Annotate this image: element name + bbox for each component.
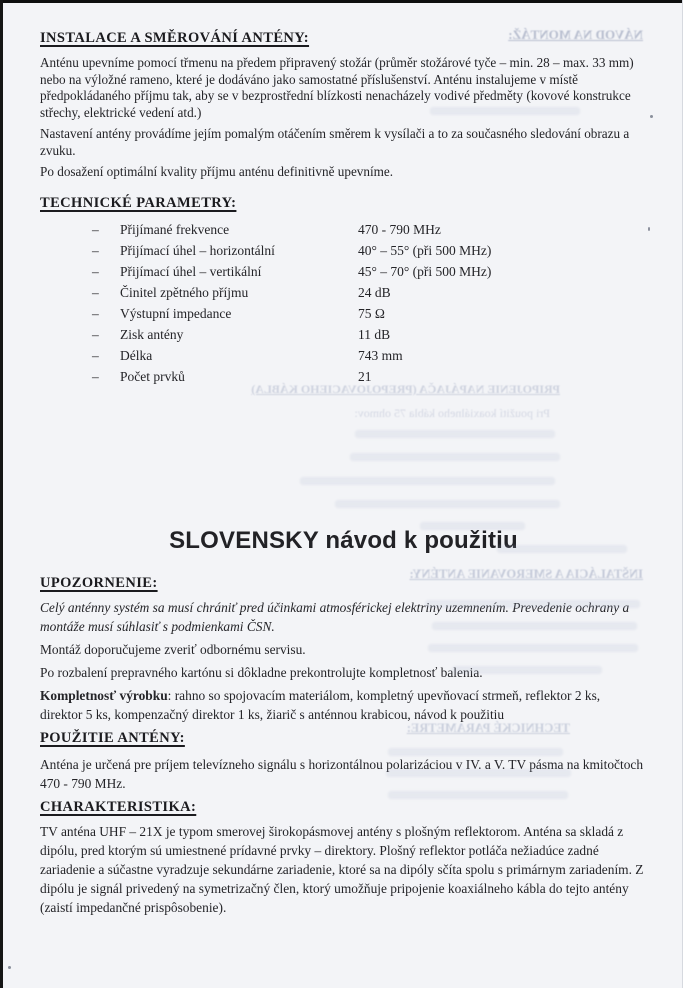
paragraph-installation-2: Nastavení antény provádíme jejím pomalým otáčením směrem k vysílači a to za současného sledování obrazu a zvuku. [40,126,630,158]
list-dash: – [92,242,99,258]
list-dash: – [92,368,99,384]
parameter-label: Počet prvků [120,368,185,384]
bleedthrough-text: PRIPOJENIE NAPÁJAČA (PREPOJOVACIEHO KÁBLA) [251,382,560,396]
bleedthrough-text: INŠTALÁCIA A SMEROVANIE ANTÉNY: [409,567,643,581]
scan-speck [648,227,650,231]
section-heading-parameters [40,195,647,212]
heading-text: TECHNICKÉ PARAMETRY: [40,194,237,211]
heading-text: INSTALACE A SMĚROVÁNÍ ANTÉNY: [40,30,310,46]
scan-speck [8,966,11,969]
parameter-row [40,222,647,238]
section-heading-characteristics [40,799,647,816]
list-dash: – [92,221,99,237]
parameter-value: 24 dB [358,284,391,300]
list-dash: – [92,305,99,321]
section-heading-installation [40,30,647,47]
parameter-list [40,222,647,385]
paragraph-warning-grounding: Celý anténny systém sa musí chrániť pred účinkami atmosférickej elektriny uzemnením. Prevedenie ochrany a montáže musí súhlasiť s podmienkami ČSN. [40,599,630,634]
list-dash: – [92,347,99,363]
parameter-label: Přijímané frekvence [120,221,230,237]
page-title-slovak-manual: SLOVENSKY návod k použitiu [169,526,518,554]
parameter-row [40,327,647,343]
parameter-value: 11 dB [358,326,391,342]
parameter-value: 743 mm [358,347,403,363]
parameter-row [40,369,647,385]
heading-text: UPOZORNENIE: [40,574,158,591]
bleedthrough-text: TECHNICKÉ PARAMETRE: [406,721,570,735]
bleedthrough-smudge [355,430,555,438]
paragraph-installation-1: Anténu upevníme pomocí třmenu na předem připravený stožár (průměr stožárové tyče – min. 28 – max. 33 mm) nebo na výložné rameno, které je dodáváno jako samostatné příslušenství. Anténu instalujeme v místě předpokládaného příjmu tak, aby se v bezprostřední blízkosti nenacházely vodivé předměty (kovové konstrukce střechy, elektrické vedení atd.) [40,55,634,120]
page-border-top [0,0,683,3]
parameter-label: Činitel zpětného příjmu [120,284,249,300]
heading-text: CHARAKTERISTIKA: [40,798,197,815]
paragraph-use: Anténa je určená pre príjem televízneho signálu s horizontálnou polarizáciou v IV. a V. TV pásma na kmitočtoch 470 - 790 MHz. [40,756,644,791]
bleedthrough-text: Pri použití koaxiálneho kábla 75 ohmov: [354,406,550,420]
list-dash: – [92,326,99,342]
paragraph-warning-service: Montáž doporučujeme zveriť odbornému servisu. [40,641,306,657]
parameter-label: Zisk antény [120,326,184,342]
parameter-row [40,243,647,259]
parameter-row [40,285,647,301]
completeness-label: Kompletnosť výrobku [40,687,168,703]
parameter-value: 21 [358,368,372,384]
parameter-value: 40° – 55° (při 500 MHz) [358,242,492,258]
bleedthrough-smudge [350,453,560,461]
parameter-label: Přijímací úhel – horizontální [120,242,275,258]
bleedthrough-text: NÁVOD NA MONTÁŽ: [508,27,643,42]
page-border-left [0,0,3,988]
parameter-row [40,348,647,364]
list-dash: – [92,263,99,279]
parameter-label: Délka [120,347,153,363]
section-heading-use [40,730,647,747]
parameter-label: Přijímací úhel – vertikální [120,263,262,279]
parameter-value: 75 Ω [358,305,385,321]
parameter-row [40,306,647,322]
paragraph-installation-3: Po dosažení optimální kvality příjmu anténu definitivně upevníme. [40,164,394,179]
paragraph-warning-unpack: Po rozbalení prepravného kartónu si dôkladne prekontrolujte kompletnosť balenia. [40,664,483,680]
parameter-label: Výstupní impedance [120,305,232,321]
list-dash: – [92,284,99,300]
parameter-value: 470 - 790 MHz [358,221,441,237]
section-heading-warning [40,575,647,592]
paragraph-characteristics: TV anténa UHF – 21X je typom smerovej širokopásmovej antény s plošným reflektorom. Anténa sa skladá z dipólu, pred ktorým sú umiestnené prídavné prvky – direktory. Plošný reflektor potláča nežiadúce zadné zariadenie a súčastne vyradzuje sekundárne zariadenie, ktoré sa na dipóly sčíta spolu s primárnym zariadením. Z dipólu je signál privedený na symetrizačný člen, ktorý umožňuje pripojenie koaxiálneho kábla do tejto antény (zaistí impedančné prispôsobenie). [40,823,644,915]
heading-text: POUŽITIE ANTÉNY: [40,729,185,746]
scan-speck [650,115,653,118]
paragraph-completeness [40,686,644,724]
bleedthrough-smudge [335,500,560,508]
parameter-value: 45° – 70° (při 500 MHz) [358,263,492,279]
completeness-text: : rahno so spojovacím materiálom, kompletný upevňovací strmeň, reflektor 2 ks, direktor 5 ks, kompenzačný direktor 1 ks, žiarič s anténnou krabicou, návod k použitiu [40,687,601,722]
parameter-row [40,264,647,280]
bleedthrough-smudge [300,477,555,485]
